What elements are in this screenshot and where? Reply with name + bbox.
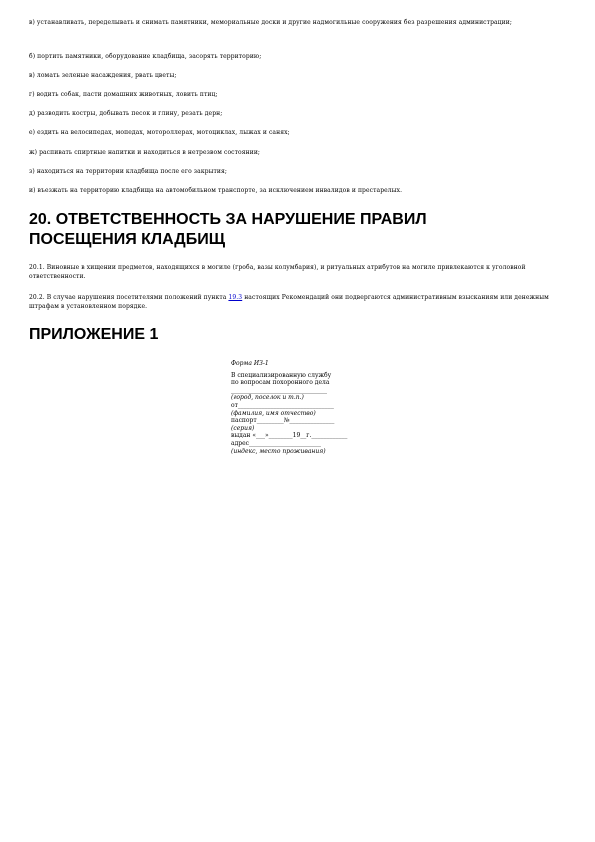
clause-19-3-link[interactable]: 19.3 xyxy=(228,294,243,301)
form-series-caption: (серия) xyxy=(231,424,255,432)
application-form xyxy=(231,360,431,455)
form-city-caption: (город, поселок и т.п.) xyxy=(231,394,304,402)
paragraph-2-text-start: 20.2. В случае нарушения посетителями положений пункта xyxy=(29,294,229,301)
section-20-paragraph-1: 20.1. Виновные в хищении предметов, находящихся в могиле (гроба, вазы колумбария), и ритуальных атрибутов на могиле привлекаются к уголовной ответственности. xyxy=(29,264,526,280)
rule-item-g: г) водить собак, пасти домашних животных, ловить птиц; xyxy=(29,91,218,98)
rule-item-z: з) находиться на территории кладбища после его закрытия; xyxy=(29,168,228,175)
rule-item-v-install: в) устанавливать, переделывать и снимать памятники, мемориальные доски и другие надмогильные сооружения без разрешения администрации; xyxy=(29,19,512,26)
section-20-title-line2: ПОСЕЩЕНИЯ КЛАДБИЩ xyxy=(29,231,225,248)
form-label: Форма ИЗ-1 xyxy=(231,360,269,367)
section-20-title-line1: 20. ОТВЕТСТВЕННОСТЬ ЗА НАРУШЕНИЕ ПРАВИЛ xyxy=(29,211,427,228)
rule-item-v: в) ломать зеленые насаждения, рвать цветы; xyxy=(29,72,177,79)
paragraph-2-text-end: настоящих Рекомендаций они подвергаются административным взысканиям или денежным штрафам в установленном порядке. xyxy=(29,294,549,310)
section-20-heading xyxy=(29,210,569,250)
rule-item-zh: ж) распивать спиртные напитки и находиться в нетрезвом состоянии; xyxy=(29,149,261,156)
appendix-heading: ПРИЛОЖЕНИЕ 1 xyxy=(29,326,159,343)
form-address-caption: (индекс, место проживания) xyxy=(231,447,326,455)
form-addressee-line2: по вопросам похоронного дела xyxy=(231,379,330,387)
rule-item-i: и) въезжать на территорию кладбища на автомобильном транспорте, за исключением инвалидов и престарелых. xyxy=(29,187,403,194)
rule-item-d: д) разводить костры, добывать песок и глину, резать дерн; xyxy=(29,110,223,117)
form-issued-line: выдан «___»________19__г.____________ xyxy=(231,432,348,440)
section-20-paragraph-2 xyxy=(29,293,569,311)
form-name-caption: (фамилия, имя отчество) xyxy=(231,409,316,417)
rule-item-e: е) ездить на велосипедах, мопедах, мотороллерах, мотоциклах, лыжах и санях; xyxy=(29,129,290,136)
form-city-blank: ________________________________ xyxy=(231,386,327,394)
form-address-line: адрес________________________ xyxy=(231,439,322,447)
form-from-line: от________________________________ xyxy=(231,401,334,409)
form-addressee-line1: В специализированную службу xyxy=(231,371,332,379)
rule-item-b: б) портить памятники, оборудование кладбища, засорять территорию; xyxy=(29,53,262,60)
form-passport-line: паспорт_________№_______________ xyxy=(231,417,335,425)
